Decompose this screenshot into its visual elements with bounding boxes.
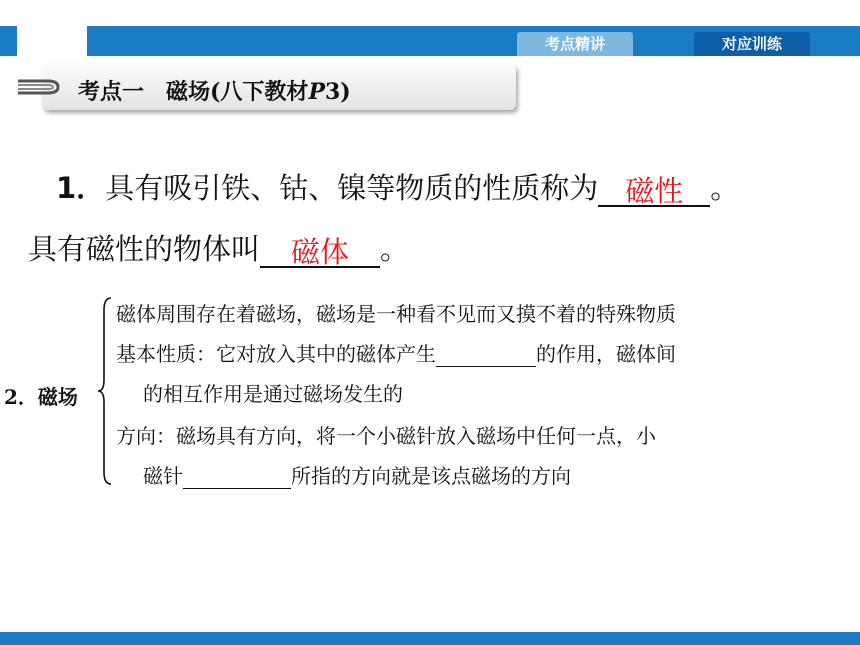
fill-blank-2 <box>183 468 291 489</box>
question-2-line-3: 的相互作用是通过磁场发生的 <box>143 382 403 406</box>
answer-1: 磁性 <box>625 174 684 208</box>
question-1-number: 1． <box>56 171 106 205</box>
question-2-line-1: 磁体周围存在着磁场，磁场是一种看不见而又摸不着的特殊物质 <box>116 302 676 326</box>
section-heading <box>78 75 351 106</box>
brace-icon <box>98 296 112 486</box>
question-1-end-1: 。 <box>710 171 740 205</box>
header-bar-left <box>0 26 17 56</box>
tab-key-points[interactable]: 考点精讲 <box>517 32 633 56</box>
answer-2: 磁体 <box>291 235 350 269</box>
question-2-line-2: 基本性质：它对放入其中的磁体产生 的作用，磁体间 <box>116 342 676 366</box>
question-1-text-2: 具有磁性的物体叫 <box>28 232 261 266</box>
question-1-text-1: 具有吸引铁、钴、镍等物质的性质称为 <box>105 171 599 205</box>
footer-bar <box>0 632 860 645</box>
fill-blank-1 <box>436 346 536 367</box>
question-1-line-2 <box>28 227 409 268</box>
section-topic: 考点一 <box>78 80 145 105</box>
question-2-line-5: 磁针 所指的方向就是该点磁场的方向 <box>143 464 571 488</box>
question-2-label: 2．磁场 <box>4 385 78 409</box>
tab-practice[interactable]: 对应训练 <box>694 32 810 56</box>
question-1-line-1 <box>56 166 739 207</box>
answer-blank-2 <box>260 232 380 268</box>
question-1-end-2: 。 <box>380 232 410 266</box>
answer-blank-1 <box>598 171 710 207</box>
section-title: 磁场(八下教材P3) <box>166 79 351 105</box>
question-2-line-4: 方向：磁场具有方向，将一个小磁针放入磁场中任何一点，小 <box>116 424 656 448</box>
pin-icon <box>14 77 66 97</box>
